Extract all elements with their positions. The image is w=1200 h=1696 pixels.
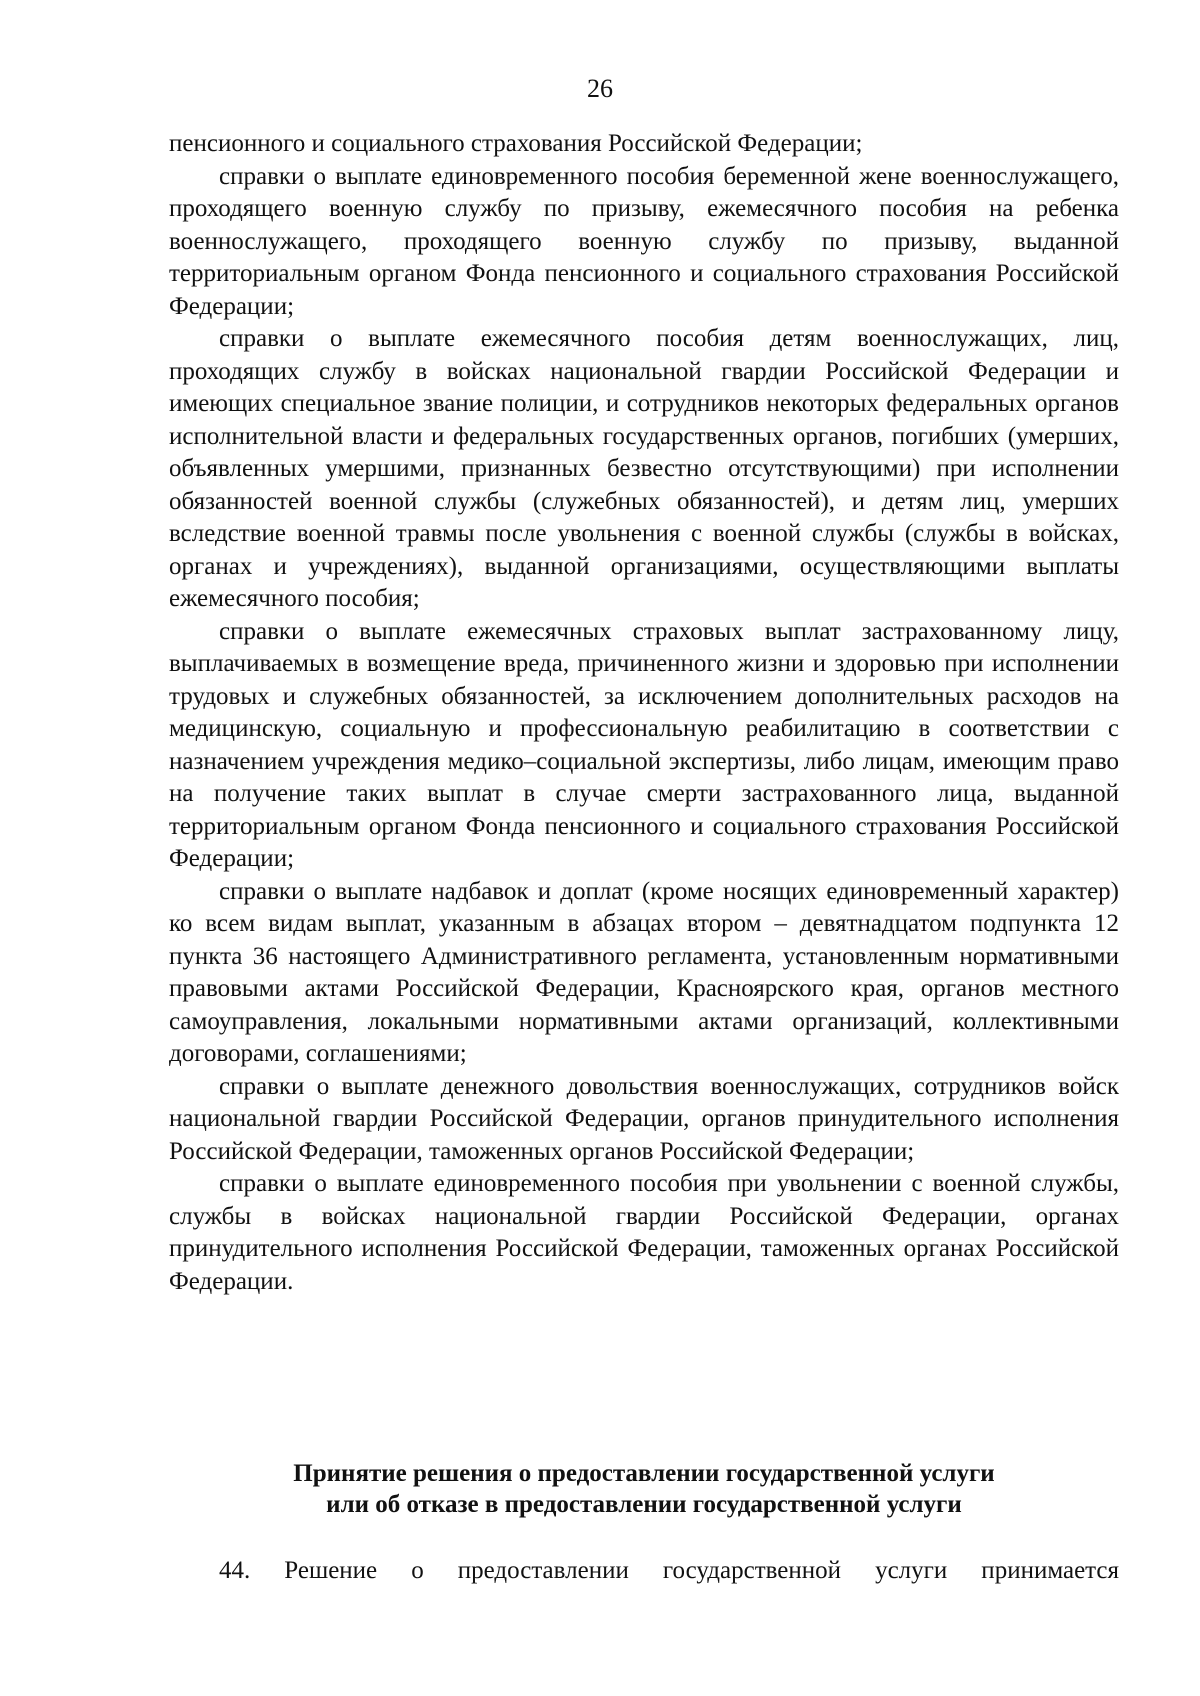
paragraph-44: 44. Решение о предоставлении государственной услуги принимается [219,1557,1119,1584]
paragraph-insurance-payments: справки о выплате ежемесячных страховых выплат застрахованному лицу, выплачиваемых в возмещение вреда, причиненного жизни и здоровью при исполнении трудовых и служебных обязанностей, за исключением дополнительных расходов на медицинскую, социальную и профессиональную реабилитацию в соответствии с назначением учреждения медико–социальной экспертизы, либо лицам, имеющим право на получение таких выплат в случае смерти застрахованного лица, выданной территориальным органом Фонда пенсионного и социального страхования Российской Федерации; [169,617,1119,872]
paragraph-pregnant-wife-allowance: справки о выплате единовременного пособия беременной жене военнослужащего, проходящего военную службу по призыву, ежемесячного пособия на ребенка военнослужащего, проходящего военную службу по призыву, выданной территориальным органом Фонда пенсионного и социального страхования Российской Федерации; [169,162,1119,320]
paragraph-children-allowance: справки о выплате ежемесячного пособия детям военнослужащих, лиц, проходящих службу в войсках национальной гвардии Российской Федерации и имеющих специальное звание полиции, и сотрудников некоторых федеральных органов исполнительной власти и федеральных государственных органов, погибших (умерших, объявленных умершими, признанных безвестно отсутствующими) при исполнении обязанностей военной службы (служебных обязанностей), и детям лиц, умерших вследствие военной травмы после увольнения с военной службы (службы в войсках, органах и учреждениях), выданной организациями, осуществляющими выплаты ежемесячного пособия; [169,325,1119,612]
section-heading-line-2: или об отказе в предоставлении государственной услуги [326,1491,962,1518]
section-heading [169,1458,1119,1520]
section-heading-line-1: Принятие решения о предоставлении государственной услуги [293,1460,995,1487]
final-paragraph-block [169,1555,1119,1587]
page-number: 26 [587,74,613,103]
paragraph-dismissal-allowance: справки о выплате единовременного пособия при увольнении с военной службы, службы в войсках национальной гвардии Российской Федерации, органах принудительного исполнения Российской Федерации, таможенных органах Российской Федерации. [169,1170,1119,1295]
paragraph-monetary-allowance: справки о выплате денежного довольствия военнослужащих, сотрудников войск национальной гвардии Российской Федерации, органов принудительного исполнения Российской Федерации, таможенных органов Российской Федерации; [169,1072,1119,1165]
paragraph-continuation: пенсионного и социального страхования Российской Федерации; [169,130,863,157]
body-text [169,128,1119,1298]
paragraph-supplements: справки о выплате надбавок и доплат (кроме носящих единовременный характер) ко всем видам выплат, указанным в абзацах втором – девятнадцатом подпункта 12 пункта 36 настоящего Административного регламента, установленным нормативными правовыми актами Российской Федерации, Красноярского края, органов местного самоуправления, локальными нормативными актами организаций, коллективными договорами, соглашениями; [169,877,1119,1067]
